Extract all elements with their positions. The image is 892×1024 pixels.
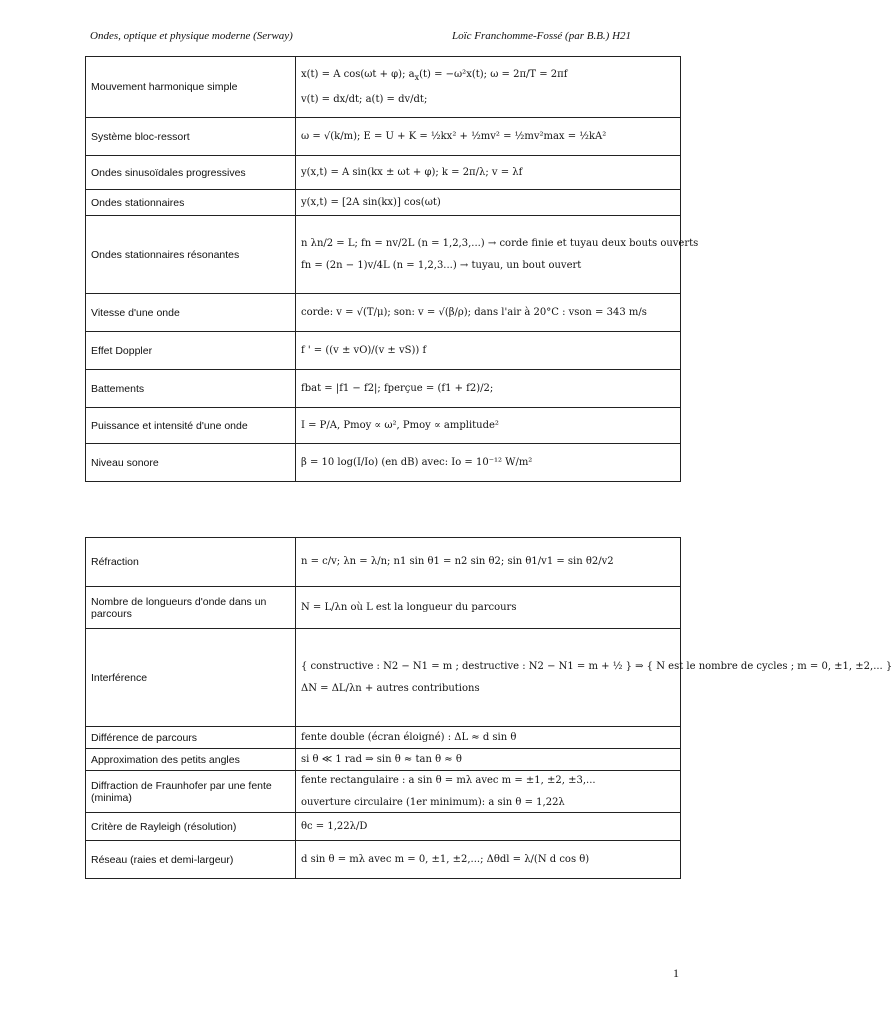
- formula-line: [301, 554, 675, 570]
- formula-line: [301, 165, 675, 181]
- concept-label: Ondes stationnaires résonantes: [86, 216, 296, 294]
- formula-line: [301, 795, 675, 811]
- formula-text: β = 10 log(I/Io) (en dB) avec: Io = 10⁻¹² W/m²: [301, 456, 533, 468]
- formula-line: [301, 659, 892, 675]
- formula-text: x(t) = A cos(ωt + φ); a: [301, 68, 415, 80]
- formula-text: fbat = |f1 − f2|; fperçue = (f1 + f2)/2;: [301, 382, 494, 394]
- formula-line: [301, 752, 675, 768]
- formula-row: [86, 841, 681, 879]
- formula-line: [301, 681, 675, 697]
- formula-text: v(t) = dx/dt; a(t) = dv/dt;: [301, 93, 428, 105]
- formula-row: [86, 538, 681, 587]
- formula-row: [86, 118, 681, 156]
- formula-cell: [296, 444, 681, 482]
- formula-cell: [296, 813, 681, 841]
- formula-text: θc = 1,22λ/D: [301, 820, 368, 832]
- formula-text: ouverture circulaire (1er minimum): a sin θ = 1,22λ: [301, 796, 565, 808]
- concept-label: Système bloc-ressort: [86, 118, 296, 156]
- formula-row: [86, 57, 681, 118]
- formula-cell: [296, 190, 681, 216]
- formula-text: ΔN = ΔL/λn + autres contributions: [301, 682, 480, 694]
- formula-text: fente rectangulaire : a sin θ = mλ avec m = ±1, ±2, ±3,...: [301, 774, 596, 786]
- formula-cell: [296, 587, 681, 629]
- concept-label: Interférence: [86, 629, 296, 727]
- formula-line: [301, 129, 675, 145]
- formula-text: N = L/λn où L est la longueur du parcours: [301, 601, 517, 613]
- formula-row: [86, 408, 681, 444]
- formula-cell: [296, 538, 681, 587]
- formula-cell: [296, 294, 681, 332]
- formula-cell: [296, 629, 892, 727]
- formula-text: d sin θ = mλ avec m = 0, ±1, ±2,...; Δθdl = λ/(N d cos θ): [301, 853, 590, 865]
- formula-text: y(x,t) = A sin(kx ± ωt + φ); k = 2π/λ; v = λf: [301, 166, 523, 178]
- formula-text: n λn/2 = L; fn = nv/2L (n = 1,2,3,...) → corde finie et tuyau deux bouts ouverts: [301, 237, 699, 249]
- header-right: Loïc Franchomme-Fossé (par B.B.) H21: [452, 30, 632, 42]
- formula-cell: [296, 216, 699, 294]
- formula-cell: [296, 156, 681, 190]
- formula-row: [86, 813, 681, 841]
- concept-label: Approximation des petits angles: [86, 749, 296, 771]
- formula-line: [301, 343, 675, 359]
- formula-text: f ' = ((v ± vO)/(v ± vS)) f: [301, 344, 427, 356]
- formula-line: [301, 258, 675, 274]
- formula-cell: [296, 370, 681, 408]
- formula-row: [86, 444, 681, 482]
- formula-text: x: [414, 72, 420, 82]
- formula-row: [86, 332, 681, 370]
- formula-line: [301, 730, 675, 746]
- formula-cell: [296, 408, 681, 444]
- formula-cell: [296, 332, 681, 370]
- concept-label: Réfraction: [86, 538, 296, 587]
- concept-label: Ondes stationnaires: [86, 190, 296, 216]
- concept-label: Puissance et intensité d'une onde: [86, 408, 296, 444]
- formula-row: [86, 156, 681, 190]
- concept-label: Niveau sonore: [86, 444, 296, 482]
- formula-cell: [296, 727, 681, 749]
- formula-cell: [296, 841, 681, 879]
- formula-text: { constructive : N2 − N1 = m ; destructive : N2 − N1 = m + ½ } ⇒ { N est le nombre de cycles ; m = 0, ±1, ±2,... }: [301, 660, 892, 672]
- formula-row: [86, 629, 681, 727]
- formula-line: [301, 92, 675, 108]
- formula-cell: [296, 749, 681, 771]
- formula-text: n = c/v; λn = λ/n; n1 sin θ1 = n2 sin θ2; sin θ1/v1 = sin θ2/v2: [301, 556, 614, 567]
- page-number: 1: [673, 966, 679, 980]
- concept-label: Battements: [86, 370, 296, 408]
- formula-line: [301, 418, 675, 434]
- formula-row: [86, 216, 681, 294]
- formula-row: [86, 727, 681, 749]
- formula-text: fn = (2n − 1)v/4L (n = 1,2,3...) → tuyau, un bout ouvert: [301, 259, 582, 271]
- formula-row: [86, 749, 681, 771]
- concept-label: Différence de parcours: [86, 727, 296, 749]
- formula-text: fente double (écran éloigné) : ΔL ≈ d sin θ: [301, 731, 517, 743]
- formula-table-waves: [85, 56, 699, 482]
- formula-text: I = P/A, Pmoy ∝ ω², Pmoy ∝ amplitude²: [301, 419, 499, 431]
- formula-line: [301, 195, 675, 211]
- concept-label: Effet Doppler: [86, 332, 296, 370]
- formula-line: [301, 236, 699, 252]
- formula-line: [301, 852, 675, 868]
- formula-row: [86, 190, 681, 216]
- concept-label: Nombre de longueurs d'onde dans un parcours: [86, 587, 296, 629]
- formula-line: [301, 381, 675, 397]
- formula-cell: [296, 771, 681, 813]
- header-left: Ondes, optique et physique moderne (Serway): [90, 30, 293, 42]
- concept-label: Ondes sinusoïdales progressives: [86, 156, 296, 190]
- formula-line: [301, 773, 675, 789]
- formula-cell: [296, 118, 681, 156]
- formula-text: corde: v = √(T/μ); son: v = √(β/ρ); dans l'air à 20°C : vson = 343 m/s: [301, 306, 647, 318]
- formula-row: [86, 771, 681, 813]
- formula-line: [301, 455, 675, 471]
- formula-line: [301, 305, 675, 321]
- concept-label: Diffraction de Fraunhofer par une fente (minima): [86, 771, 296, 813]
- formula-row: [86, 294, 681, 332]
- formula-text: si θ ≪ 1 rad ⇒ sin θ ≈ tan θ ≈ θ: [301, 753, 462, 765]
- concept-label: Réseau (raies et demi-largeur): [86, 841, 296, 879]
- formula-text: y(x,t) = [2A sin(kx)] cos(ωt): [301, 196, 441, 208]
- formula-text: ω = √(k/m); E = U + K = ½kx² + ½mv² = ½mv²max = ½kA²: [301, 130, 607, 142]
- formula-table-optics: [85, 537, 892, 879]
- formula-line: [301, 67, 675, 86]
- formula-text: (t) = −ω²x(t); ω = 2π/T = 2πf: [419, 68, 568, 80]
- concept-label: Vitesse d'une onde: [86, 294, 296, 332]
- formula-cell: [296, 57, 681, 118]
- concept-label: Mouvement harmonique simple: [86, 57, 296, 118]
- formula-row: [86, 370, 681, 408]
- formula-line: [301, 819, 675, 835]
- formula-row: [86, 587, 681, 629]
- formula-line: [301, 600, 675, 616]
- concept-label: Critère de Rayleigh (résolution): [86, 813, 296, 841]
